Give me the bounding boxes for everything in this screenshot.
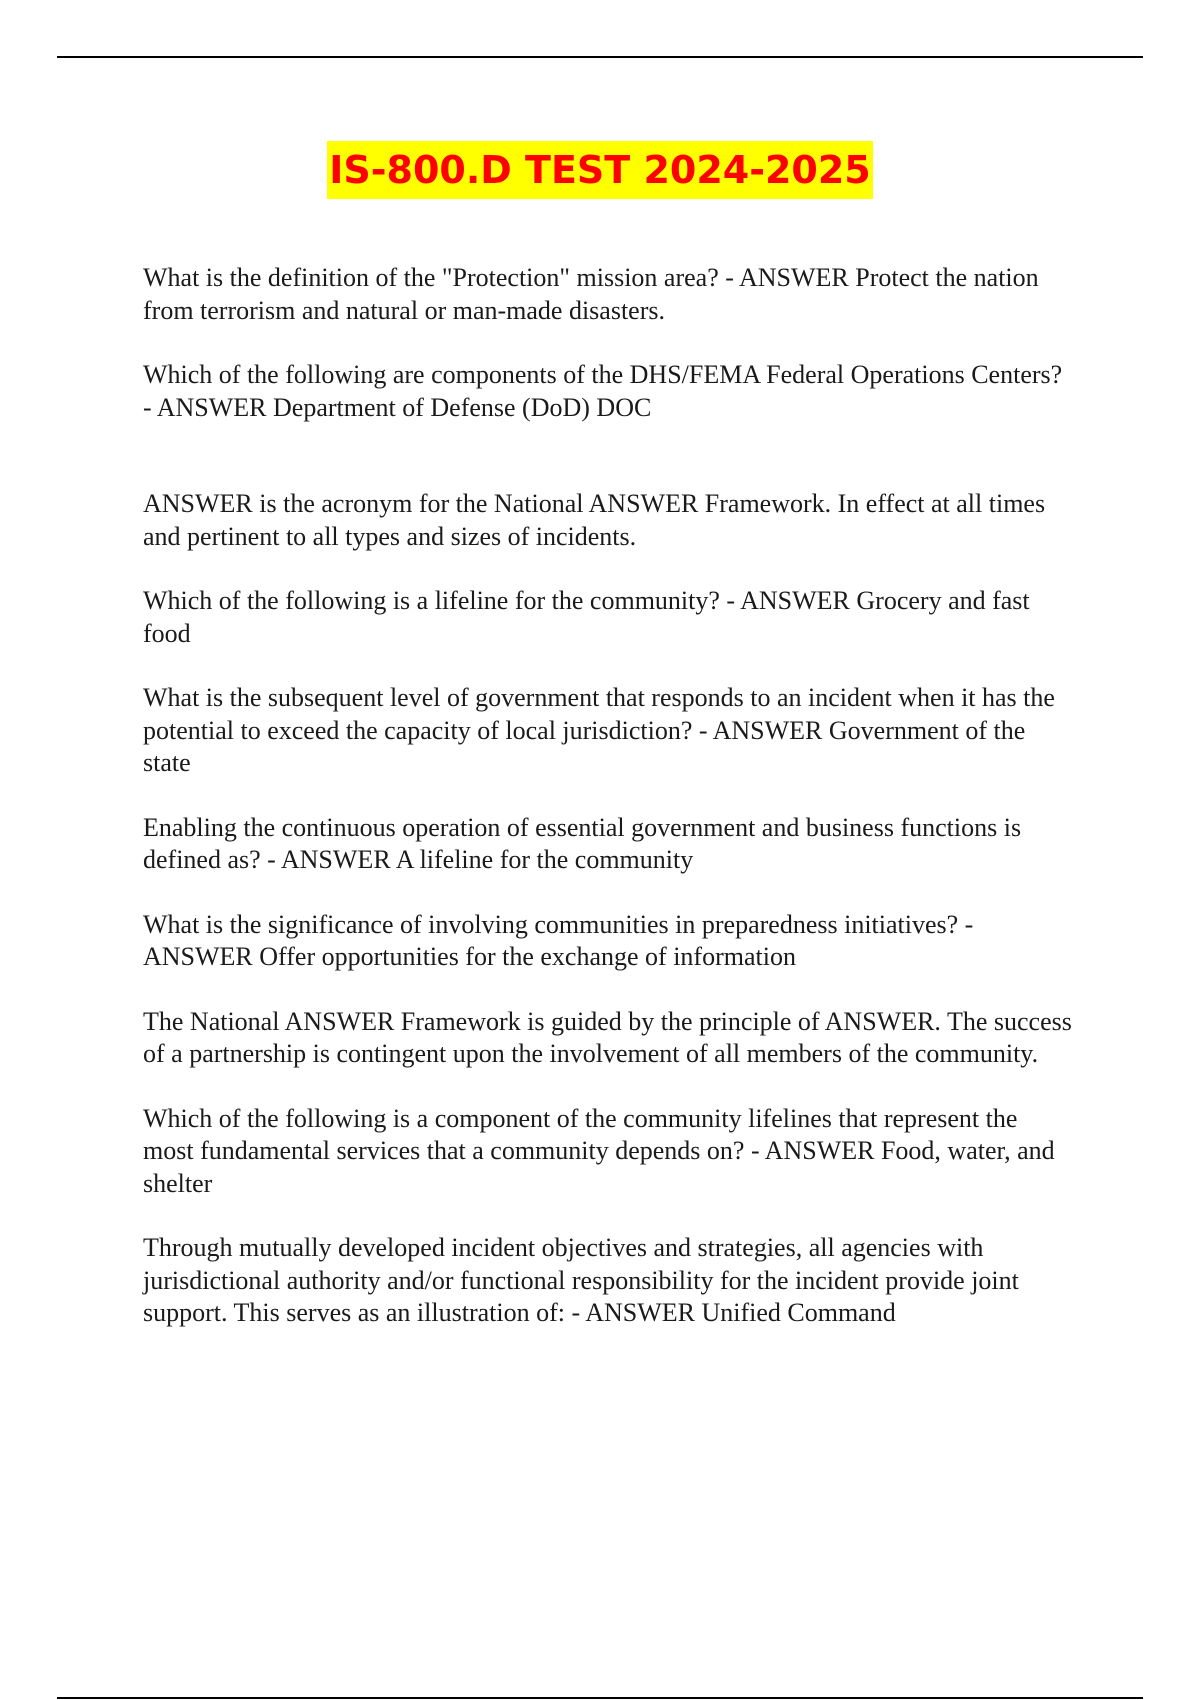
qa-item-3: ANSWER is the acronym for the National ANSWER Framework. In effect at all times and pertinent to all types and sizes of incidents.	[143, 489, 1046, 551]
page-title: IS-800.D TEST 2024-2025	[327, 141, 873, 199]
qa-item-4: Which of the following is a lifeline for the community? - ANSWER Grocery and fast food	[143, 586, 1030, 648]
title-container	[0, 141, 1200, 199]
qa-item-8: The National ANSWER Framework is guided by the principle of ANSWER. The success of a partnership is contingent upon the involvement of all members of the community.	[143, 1006, 1072, 1068]
bottom-rule	[57, 1697, 1143, 1699]
qa-item-9: Which of the following is a component of the community lifelines that represent the most fundamental services that a community depends on? - ANSWER Food, water, and shelter	[143, 1103, 1055, 1198]
qa-item-7: What is the significance of involving communities in preparedness initiatives? - ANSWER Offer opportunities for the exchange of information	[143, 909, 974, 971]
qa-item-5: What is the subsequent level of government that responds to an incident when it has the potential to exceed the capacity of local jurisdiction? - ANSWER Government of the state	[143, 683, 1055, 777]
top-rule	[57, 56, 1143, 58]
qa-item-2: Which of the following are components of the DHS/FEMA Federal Operations Centers? - ANSWER Department of Defense (DoD) DOC	[143, 360, 1063, 422]
qa-item-1: What is the definition of the "Protection" mission area? - ANSWER Protect the nation from terrorism and natural or man-made disasters.	[143, 263, 1039, 325]
qa-item-6: Enabling the continuous operation of essential government and business functions is defined as? - ANSWER A lifeline for the community	[143, 812, 1022, 874]
qa-item-10: Through mutually developed incident objectives and strategies, all agencies with jurisdictional authority and/or functional responsibility for the incident provide joint support. This serves as an illustration of: - ANSWER Unified Command	[143, 1233, 1019, 1327]
qa-list	[143, 262, 1073, 1362]
